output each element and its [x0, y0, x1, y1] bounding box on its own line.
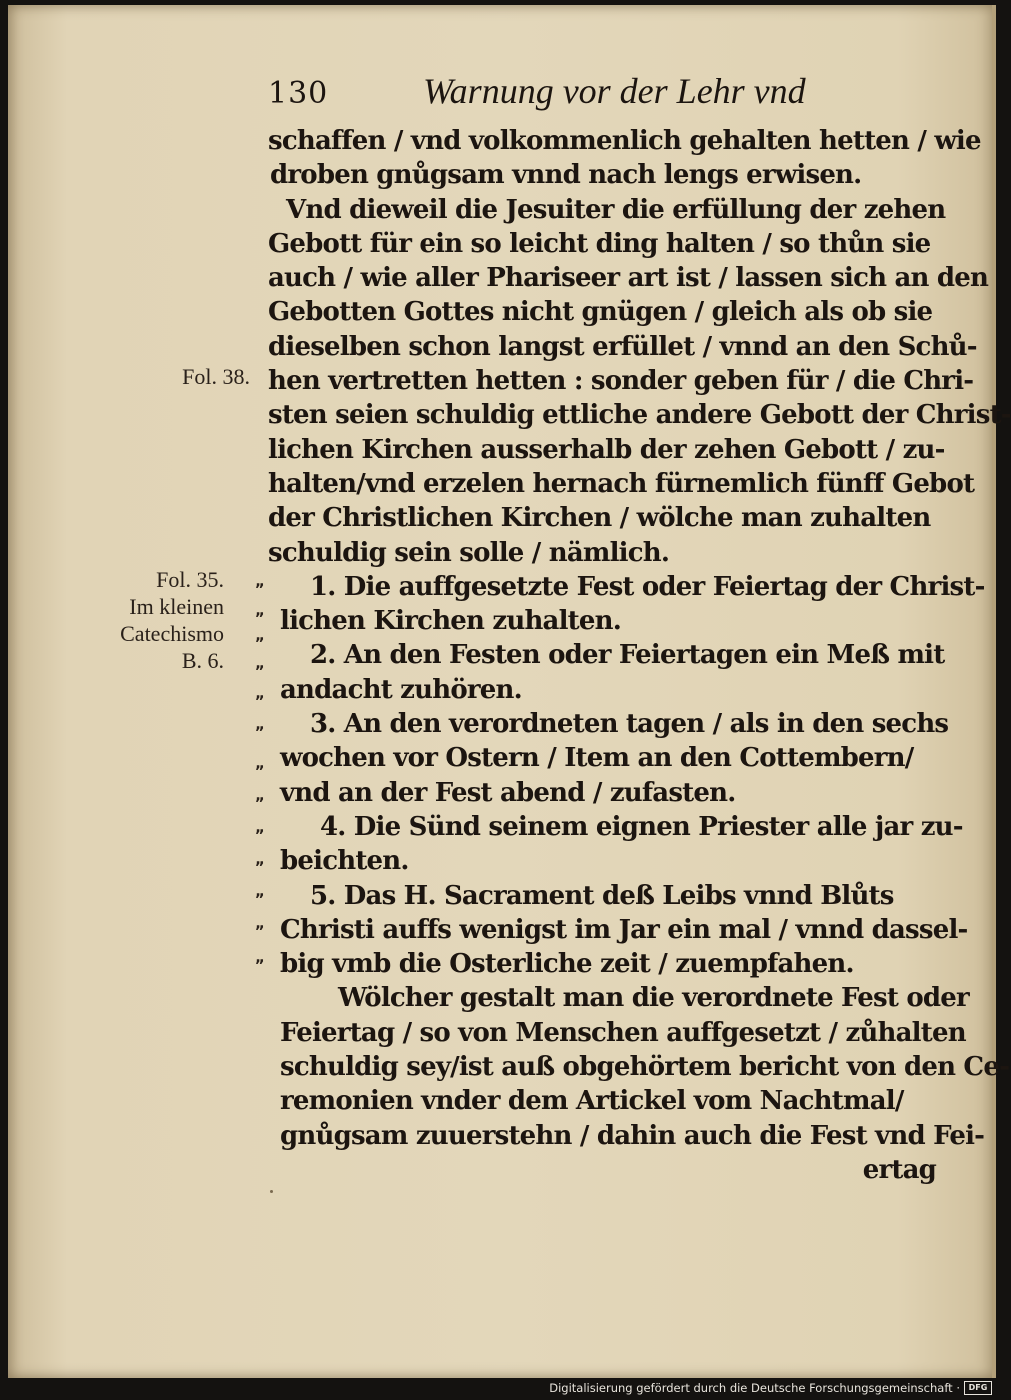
dfg-logo-icon: DFG: [964, 1381, 992, 1395]
text-line: Vnd dieweil die Jesuiter die erfüllung der zehen: [286, 194, 946, 225]
text-line: Gebott für ein so leicht ding halten / so thůn sie: [268, 228, 931, 259]
text-line: 1. Die auffgesetzte Fest oder Feiertag der Christ-: [310, 571, 985, 602]
margin-note-fol-35: [104, 566, 224, 674]
margin-note-line: Fol. 38.: [182, 364, 250, 389]
text-line: ertag: [862, 1154, 936, 1185]
quote-mark: „: [255, 626, 265, 644]
text-line: lichen Kirchen ausserhalb der zehen Gebott / zu-: [268, 434, 945, 465]
text-line: auch / wie aller Phariseer art ist / lassen sich an den: [268, 263, 989, 294]
text-line: 4. Die Sünd seinem eignen Priester alle jar zu-: [320, 811, 963, 842]
margin-note-line: Fol. 35.: [156, 567, 224, 592]
text-line: schaffen / vnd volkommenlich gehalten hetten / wie: [268, 126, 981, 156]
text-line: dieselben schon langst erfüllet / vnnd an den Schů-: [268, 331, 977, 362]
text-line: wochen vor Ostern / Item an den Cottembern/: [280, 743, 914, 774]
quote-mark: „: [255, 684, 265, 702]
text-line: der Christlichen Kirchen / wölche man zuhalten: [268, 503, 931, 534]
credit-text: Digitalisierung gefördert durch die Deutsche Forschungsgemeinschaft ·: [549, 1381, 960, 1395]
text-line: vnd an der Fest abend / zufasten.: [280, 777, 736, 808]
margin-note-fol-38: [150, 363, 250, 390]
page-edge: [992, 5, 996, 1378]
margin-note-line: Im kleinen: [129, 594, 224, 619]
page-header: [268, 70, 806, 122]
text-line: halten/vnd erzelen hernach fürnemlich fünff Gebot: [268, 468, 975, 499]
folio-number: 130: [268, 76, 329, 111]
text-line: 5. Das H. Sacrament deß Leibs vnnd Blůts: [310, 880, 894, 911]
quote-mark: „: [255, 754, 265, 772]
quote-mark: „: [255, 715, 265, 733]
text-line: hen vertretten hetten : sonder geben für / die Chri-: [268, 366, 974, 397]
text-line: andacht zuhören.: [280, 674, 522, 705]
text-line: 2. An den Festen oder Feiertagen ein Meß mit: [310, 640, 945, 671]
margin-note-line: Catechismo: [120, 621, 224, 646]
quote-mark: „: [255, 601, 265, 619]
quote-mark: „: [255, 882, 265, 900]
ink-speck: [270, 1190, 273, 1193]
text-line: Feiertag / so von Menschen auffgesetzt / zůhalten: [280, 1017, 966, 1048]
quote-mark: „: [255, 914, 265, 932]
text-line: lichen Kirchen zuhalten.: [280, 606, 621, 637]
text-line: Christi auffs wenigst im Jar ein mal / vnnd dassel-: [280, 914, 968, 945]
text-line: Gebotten Gottes nicht gnügen / gleich als ob sie: [268, 297, 933, 328]
text-line: sten seien schuldig ettliche andere Gebott der Christ-: [268, 400, 1011, 431]
quote-mark: „: [255, 572, 265, 590]
text-line: gnůgsam zuuerstehn / dahin auch die Fest vnd Fei-: [280, 1120, 985, 1151]
digitization-credit: [549, 1381, 992, 1395]
text-line: beichten.: [280, 846, 409, 877]
quote-mark: „: [255, 850, 265, 868]
text-line: 3. An den verordneten tagen / als in den sechs: [310, 709, 949, 740]
running-title: Warnung vor der Lehr vnd: [423, 71, 806, 111]
text-line: big vmb die Osterliche zeit / zuempfahen.: [280, 949, 854, 980]
text-line: Wölcher gestalt man die verordnete Fest oder: [338, 983, 969, 1014]
text-line: droben gnůgsam vnnd nach lengs erwisen.: [270, 160, 862, 191]
quote-mark: „: [255, 818, 265, 836]
quote-mark: „: [255, 654, 265, 672]
quote-mark: „: [255, 948, 265, 966]
text-line: remonien vnder dem Artickel vom Nachtmal/: [280, 1086, 904, 1117]
body-text: [268, 124, 1011, 1187]
margin-note-line: B. 6.: [181, 648, 224, 673]
text-line: schuldig sein solle / nämlich.: [268, 537, 670, 568]
text-line: schuldig sey/ist auß obgehörtem bericht von den Ce-: [280, 1052, 1010, 1083]
quote-mark: „: [255, 786, 265, 804]
